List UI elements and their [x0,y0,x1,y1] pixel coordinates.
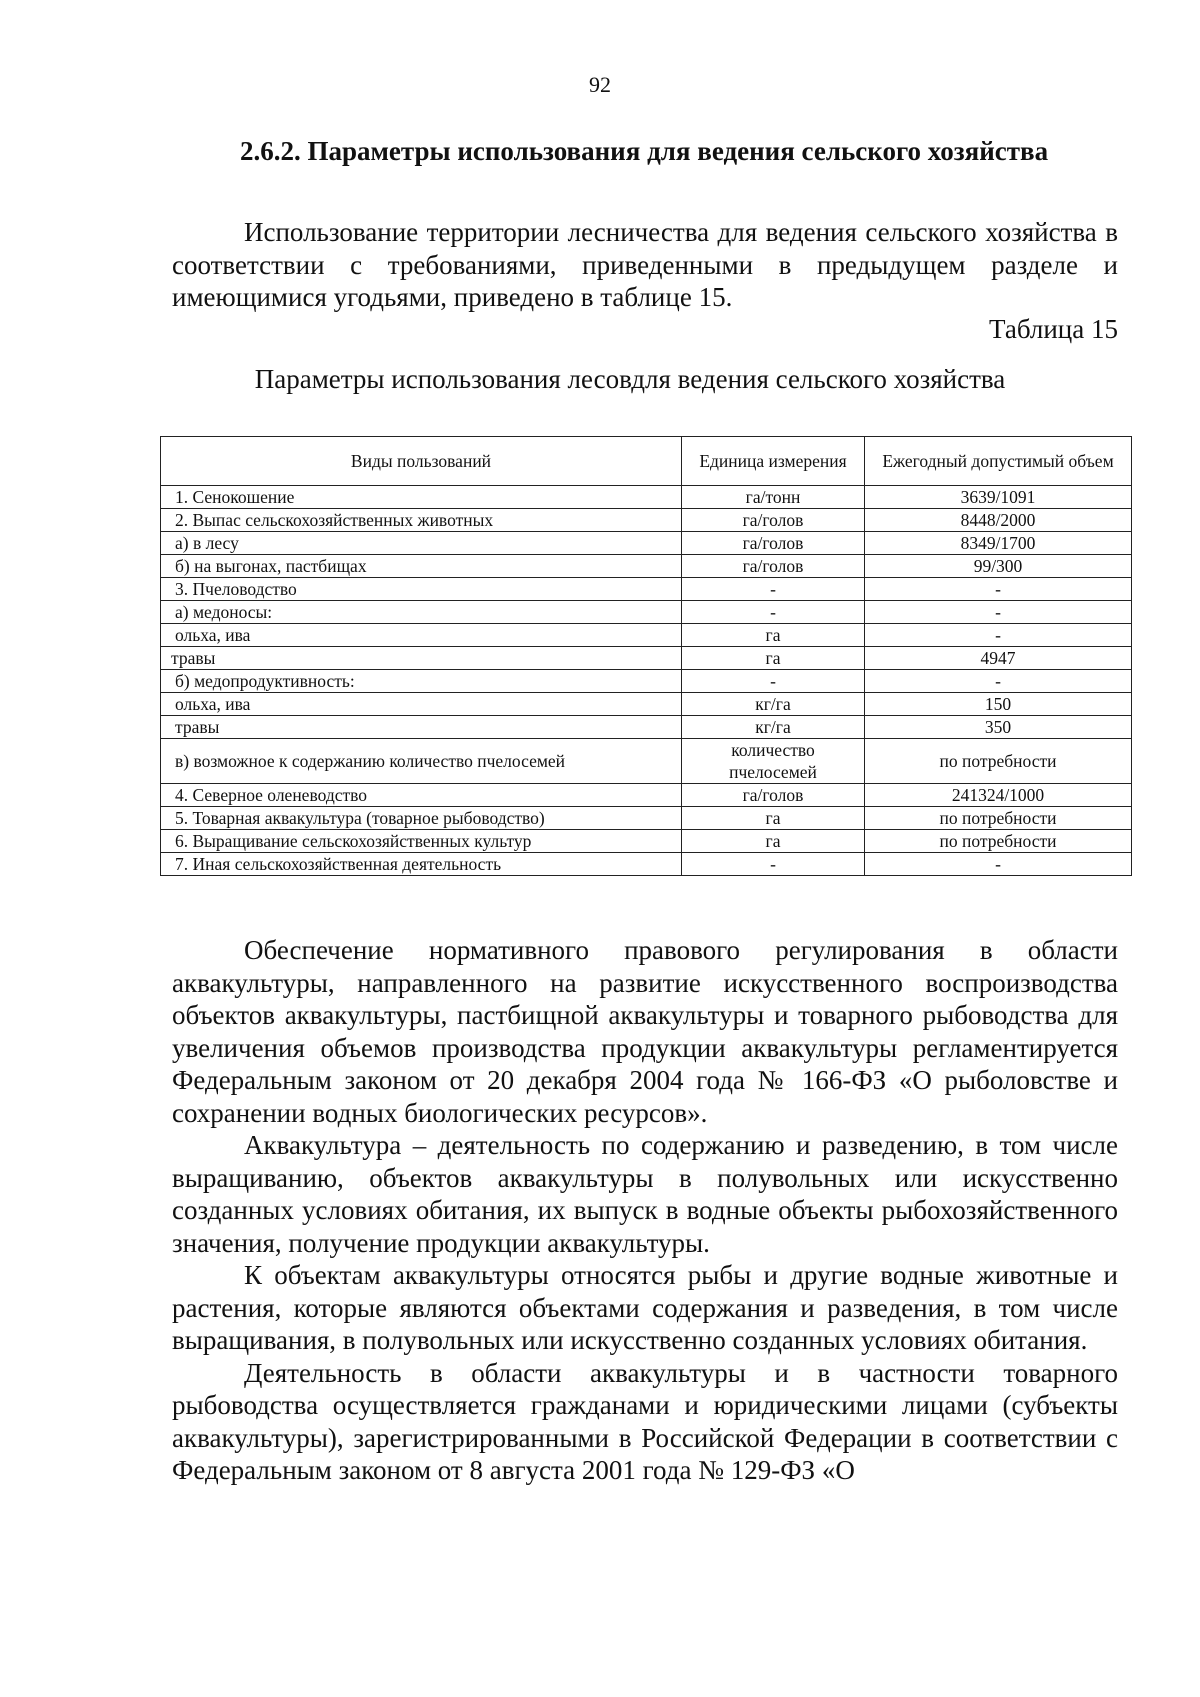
row-name-cell: 2. Выпас сельскохозяйственных животных [161,509,682,532]
row-unit-cell: - [682,853,865,876]
paragraph-aquaculture-definition: Аквакультура – деятельность по содержанию и разведению, в том числе выращиванию, объектов аквакультуры в полувольных или искусственно созданных условиях обитания, их выпуск в водные объекты рыбохозяйственного значения, получение продукции аквакультуры. [172,1130,1118,1258]
row-volume-cell: 150 [865,693,1132,716]
row-name-cell: 7. Иная сельскохозяйственная деятельность [161,853,682,876]
row-unit-cell: га [682,807,865,830]
row-volume-cell: - [865,624,1132,647]
table-row [161,601,1132,624]
row-volume-cell: 8448/2000 [865,509,1132,532]
paragraph-aquaculture-activity: Деятельность в области аквакультуры и в частности товарного рыбоводства осуществляется гражданами и юридическими лицами (субъекты аквакультуры), зарегистрированными в Российской Федерации в соответствии с Федеральным законом от 8 августа 2001 года № 129-ФЗ «О [172,1357,1118,1485]
table-header-row [161,437,1132,486]
row-unit-cell: - [682,601,865,624]
row-name-cell: травы [161,716,682,739]
section-title: 2.6.2. Параметры использования для ведения сельского хозяйства [240,136,1049,166]
table-row [161,830,1132,853]
table-row [161,624,1132,647]
row-volume-cell: по потребности [865,807,1132,830]
table-row [161,693,1132,716]
row-name-cell: б) медопродуктивность: [161,670,682,693]
row-volume-cell: - [865,853,1132,876]
table-row [161,486,1132,509]
row-unit-cell: га [682,647,865,670]
intro-block [172,216,1118,314]
row-name-cell: а) в лесу [161,532,682,555]
row-name-cell: 6. Выращивание сельскохозяйственных культур [161,830,682,853]
row-name-cell: в) возможное к содержанию количество пчелосемей [161,739,682,784]
table-row [161,578,1132,601]
row-volume-cell: 8349/1700 [865,532,1132,555]
header-unit: Единица измерения [682,437,865,486]
parameters-table [160,436,1132,876]
row-name-cell: 4. Северное оленеводство [161,784,682,807]
table-row [161,716,1132,739]
row-volume-cell: - [865,578,1132,601]
table-row [161,739,1132,784]
page-number: 92 [589,72,611,97]
row-volume-cell: по потребности [865,739,1132,784]
row-unit-cell: кг/га [682,693,865,716]
table-row [161,647,1132,670]
row-volume-cell: - [865,601,1132,624]
body-text [172,934,1118,1487]
row-unit-cell: - [682,670,865,693]
intro-paragraph: Использование территории лесничества для ведения сельского хозяйства в соответствии с требованиями, приведенными в предыдущем разделе и имеющимися угодьями, приведено в таблице 15. [172,217,1118,312]
row-unit-cell: - [682,578,865,601]
row-volume-cell: 241324/1000 [865,784,1132,807]
row-volume-cell: 99/300 [865,555,1132,578]
row-unit-cell: га/тонн [682,486,865,509]
row-volume-cell: - [865,670,1132,693]
paragraph-aquaculture-objects: К объектам аквакультуры относятся рыбы и другие водные животные и растения, которые являются объектами содержания и разведения, в том числе выращивания, в полувольных или искусственно созданных условиях обитания. [172,1260,1118,1355]
row-name-cell: а) медоносы: [161,601,682,624]
table-body [161,486,1132,876]
row-name-cell: ольха, ива [161,624,682,647]
row-unit-cell: га/голов [682,784,865,807]
table-row [161,532,1132,555]
table-row [161,555,1132,578]
row-unit-cell: га/голов [682,532,865,555]
row-volume-cell: по потребности [865,830,1132,853]
table-row [161,853,1132,876]
table-row [161,670,1132,693]
row-name-cell: 5. Товарная аквакультура (товарное рыбоводство) [161,807,682,830]
row-unit-cell: кг/га [682,716,865,739]
row-name-cell: 1. Сенокошение [161,486,682,509]
row-name-cell: 3. Пчеловодство [161,578,682,601]
row-unit-cell: га [682,624,865,647]
row-volume-cell: 4947 [865,647,1132,670]
header-usage-type: Виды пользований [161,437,682,486]
row-unit-cell: количество пчелосемей [682,739,865,784]
row-volume-cell: 350 [865,716,1132,739]
row-name-cell: травы [161,647,682,670]
header-annual-volume: Ежегодный допустимый объем [865,437,1132,486]
table-row [161,784,1132,807]
table-title: Параметры использования лесовдля ведения сельского хозяйства [254,364,1006,394]
row-volume-cell: 3639/1091 [865,486,1132,509]
row-unit-cell: га/голов [682,509,865,532]
paragraph-aquaculture-regulation: Обеспечение нормативного правового регулирования в области аквакультуры, направленного на развитие искусственного воспроизводства объектов аквакультуры, пастбищной аквакультуры и товарного рыбоводства для увеличения объемов производства продукции аквакультуры регламентируется Федеральным законом от 20 декабря 2004 года № 166-ФЗ «О рыболовстве и сохранении водных биологических ресурсов». [172,935,1118,1128]
row-unit-cell: га/голов [682,555,865,578]
row-name-cell: б) на выгонах, пастбищах [161,555,682,578]
row-unit-cell: га [682,830,865,853]
table-row [161,807,1132,830]
table-row [161,509,1132,532]
row-name-cell: ольха, ива [161,693,682,716]
table-label: Таблица 15 [989,314,1118,344]
